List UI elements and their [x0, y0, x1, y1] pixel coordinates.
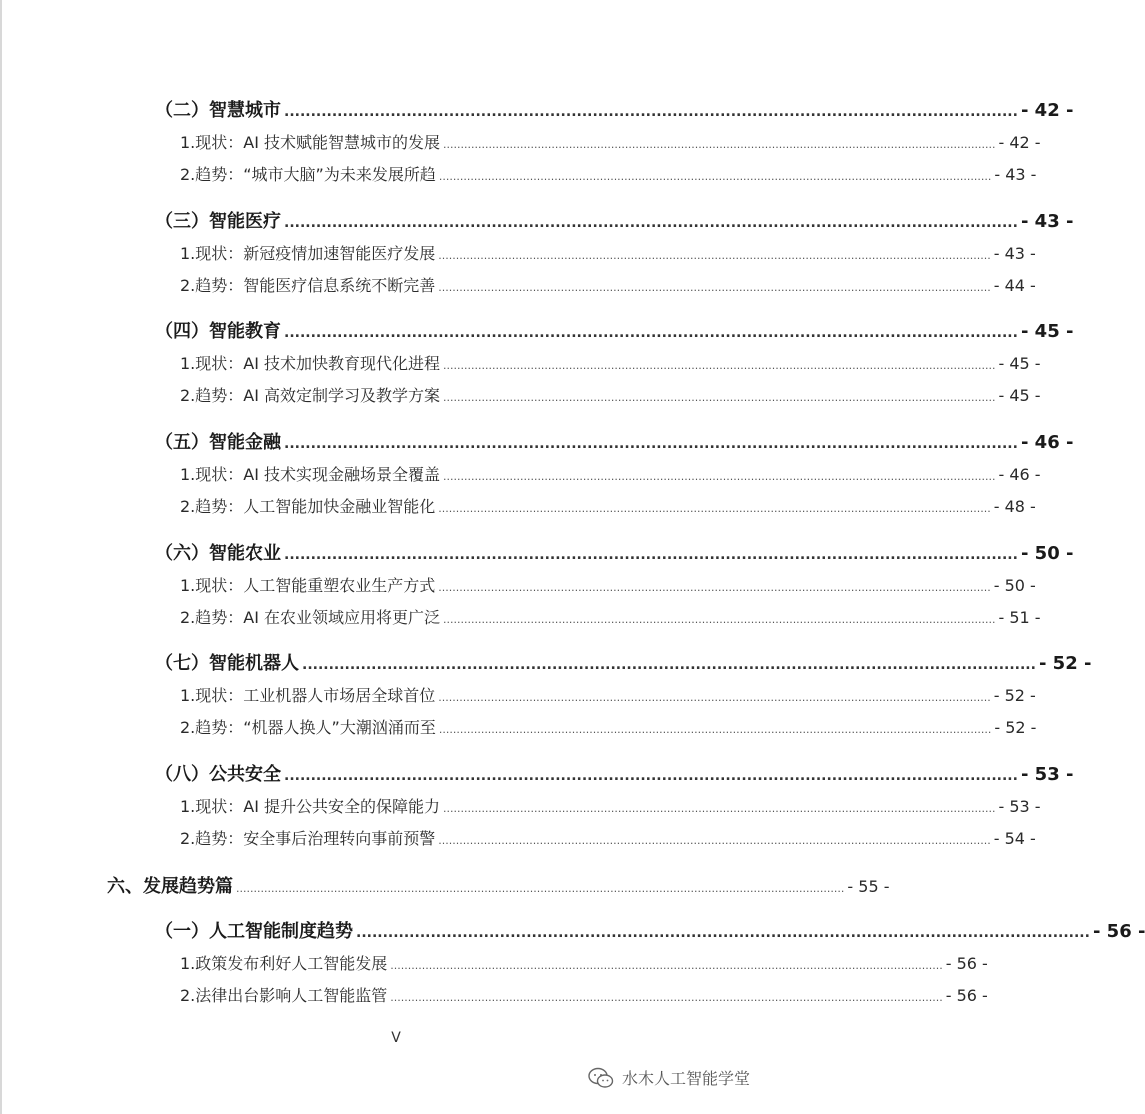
toc-leader: ..............................................................................................................................................................	[443, 138, 996, 151]
watermark-text: 水木人工智能学堂	[622, 1069, 751, 1088]
toc-leader: ..........................................................................................................................................	[284, 104, 1018, 120]
toc-item[interactable]	[180, 162, 1037, 185]
toc-label: 2.趋势：安全事后治理转向事前预警	[180, 829, 436, 848]
toc-label: 1.现状：AI 技术赋能智慧城市的发展	[180, 133, 441, 152]
toc-leader: ..........................................................................................................................................	[284, 215, 1018, 231]
toc-leader: ..........................................................................................................................................	[284, 547, 1018, 563]
toc-page-number: - 53 -	[1020, 764, 1074, 785]
toc-item[interactable]	[180, 983, 988, 1006]
toc-page-number: - 53 -	[998, 797, 1041, 816]
toc-item[interactable]	[180, 462, 1041, 485]
toc-item[interactable]	[180, 383, 1041, 406]
toc-leader: ..........................................................................................................................................	[302, 657, 1036, 673]
toc-label: 1.现状：AI 提升公共安全的保障能力	[180, 797, 441, 816]
toc-page-number: - 44 -	[993, 276, 1036, 295]
wechat-icon	[588, 1067, 614, 1089]
toc-label: 2.法律出台影响人工智能监管	[180, 986, 388, 1005]
toc-section[interactable]	[155, 317, 1074, 343]
page-edge	[0, 0, 2, 1114]
toc-leader: ..........................................................................................................................................	[284, 768, 1018, 784]
toc-item[interactable]	[180, 826, 1036, 849]
toc-page-number: - 50 -	[1020, 543, 1074, 564]
toc-page-number: - 56 -	[1092, 921, 1145, 942]
toc-label: 六、发展趋势篇	[107, 876, 233, 897]
toc-page-number: - 51 -	[998, 608, 1041, 627]
toc-label: 2.趋势：AI 高效定制学习及教学方案	[180, 386, 441, 405]
toc-leader: ..............................................................................................................................................................	[443, 359, 996, 372]
toc-page-number: - 42 -	[1020, 100, 1074, 121]
toc-page-number: - 46 -	[998, 465, 1041, 484]
toc-label: （一）人工智能制度趋势	[155, 921, 353, 942]
page-number-footer: V	[391, 1030, 401, 1046]
toc-leader: ..............................................................................................................................................................	[438, 281, 991, 294]
toc-page-number: - 42 -	[998, 133, 1041, 152]
toc-page-number: - 45 -	[998, 354, 1041, 373]
toc-section[interactable]	[155, 96, 1074, 122]
toc-page-number: - 52 -	[994, 718, 1037, 737]
toc-page-number: - 48 -	[993, 497, 1036, 516]
toc-page-number: - 45 -	[998, 386, 1041, 405]
toc-label: （三）智能医疗	[155, 211, 281, 232]
toc-page-number: - 52 -	[993, 686, 1036, 705]
toc-label: （六）智能农业	[155, 543, 281, 564]
toc-leader: ..............................................................................................................................................................................	[236, 882, 845, 895]
toc-label: 2.趋势：“城市大脑”为未来发展所趋	[180, 165, 436, 184]
toc-leader: ..............................................................................................................................................................	[438, 249, 991, 262]
toc-label: 1.现状：人工智能重塑农业生产方式	[180, 576, 436, 595]
toc-section[interactable]	[155, 207, 1074, 233]
toc-item[interactable]	[180, 241, 1036, 264]
toc-page-number: - 56 -	[945, 954, 988, 973]
toc-label: 1.政策发布利好人工智能发展	[180, 954, 388, 973]
toc-leader: ..............................................................................................................................................................	[443, 470, 996, 483]
toc-label: （七）智能机器人	[155, 653, 299, 674]
toc-leader: ..............................................................................................................................................................	[438, 723, 992, 736]
toc-page-number: - 43 -	[1020, 211, 1074, 232]
toc-page-number: - 56 -	[945, 986, 988, 1005]
toc-item[interactable]	[180, 573, 1036, 596]
toc-section[interactable]	[155, 649, 1092, 675]
toc-label: （四）智能教育	[155, 321, 281, 342]
toc-label: 1.现状：AI 技术实现金融场景全覆盖	[180, 465, 441, 484]
toc-leader: ..............................................................................................................................................................	[390, 959, 943, 972]
toc-leader: ..........................................................................................................................................	[284, 436, 1018, 452]
toc-leader: ..............................................................................................................................................................	[438, 691, 991, 704]
toc-page-number: - 46 -	[1020, 432, 1074, 453]
toc-item[interactable]	[180, 130, 1041, 153]
toc-item[interactable]	[180, 351, 1041, 374]
toc-label: 2.趋势：AI 在农业领域应用将更广泛	[180, 608, 441, 627]
toc-item[interactable]	[180, 273, 1036, 296]
toc-page-number: - 55 -	[847, 877, 890, 896]
toc-page-number: - 43 -	[994, 165, 1037, 184]
toc-label: 2.趋势：人工智能加快金融业智能化	[180, 497, 436, 516]
toc-leader: ..............................................................................................................................................................	[443, 391, 996, 404]
toc-page-number: - 54 -	[993, 829, 1036, 848]
toc-section[interactable]	[155, 428, 1074, 454]
toc-label: （五）智能金融	[155, 432, 281, 453]
toc-leader: ..............................................................................................................................................................	[438, 170, 992, 183]
toc-label: （八）公共安全	[155, 764, 281, 785]
toc-leader: ..............................................................................................................................................................	[390, 991, 943, 1004]
toc-item[interactable]	[180, 951, 988, 974]
toc-leader: ..............................................................................................................................................................	[438, 581, 991, 594]
toc-section[interactable]	[155, 917, 1145, 943]
toc-label: 1.现状：新冠疫情加速智能医疗发展	[180, 244, 436, 263]
toc-item[interactable]	[180, 794, 1041, 817]
toc-leader: ..........................................................................................................................................	[356, 925, 1090, 941]
toc-label: （二）智慧城市	[155, 100, 281, 121]
toc-label: 1.现状：工业机器人市场居全球首位	[180, 686, 436, 705]
toc-page-number: - 45 -	[1020, 321, 1074, 342]
toc-chapter[interactable]	[107, 872, 890, 898]
watermark	[588, 1066, 750, 1089]
toc-page-number: - 43 -	[993, 244, 1036, 263]
toc-label: 1.现状：AI 技术加快教育现代化进程	[180, 354, 441, 373]
toc-page-number: - 50 -	[993, 576, 1036, 595]
toc-label: 2.趋势：智能医疗信息系统不断完善	[180, 276, 436, 295]
toc-item[interactable]	[180, 683, 1036, 706]
toc-leader: ..............................................................................................................................................................	[443, 613, 996, 626]
toc-leader: ..............................................................................................................................................................	[438, 502, 991, 515]
toc-page-number: - 52 -	[1038, 653, 1092, 674]
toc-leader: ..............................................................................................................................................................	[438, 834, 991, 847]
toc-item[interactable]	[180, 715, 1037, 738]
toc-item[interactable]	[180, 605, 1041, 628]
toc-section[interactable]	[155, 760, 1074, 786]
toc-leader: ..............................................................................................................................................................	[443, 802, 996, 815]
toc-item[interactable]	[180, 494, 1036, 517]
toc-section[interactable]	[155, 539, 1074, 565]
toc-label: 2.趋势：“机器人换人”大潮汹涌而至	[180, 718, 436, 737]
toc-leader: ..........................................................................................................................................	[284, 325, 1018, 341]
